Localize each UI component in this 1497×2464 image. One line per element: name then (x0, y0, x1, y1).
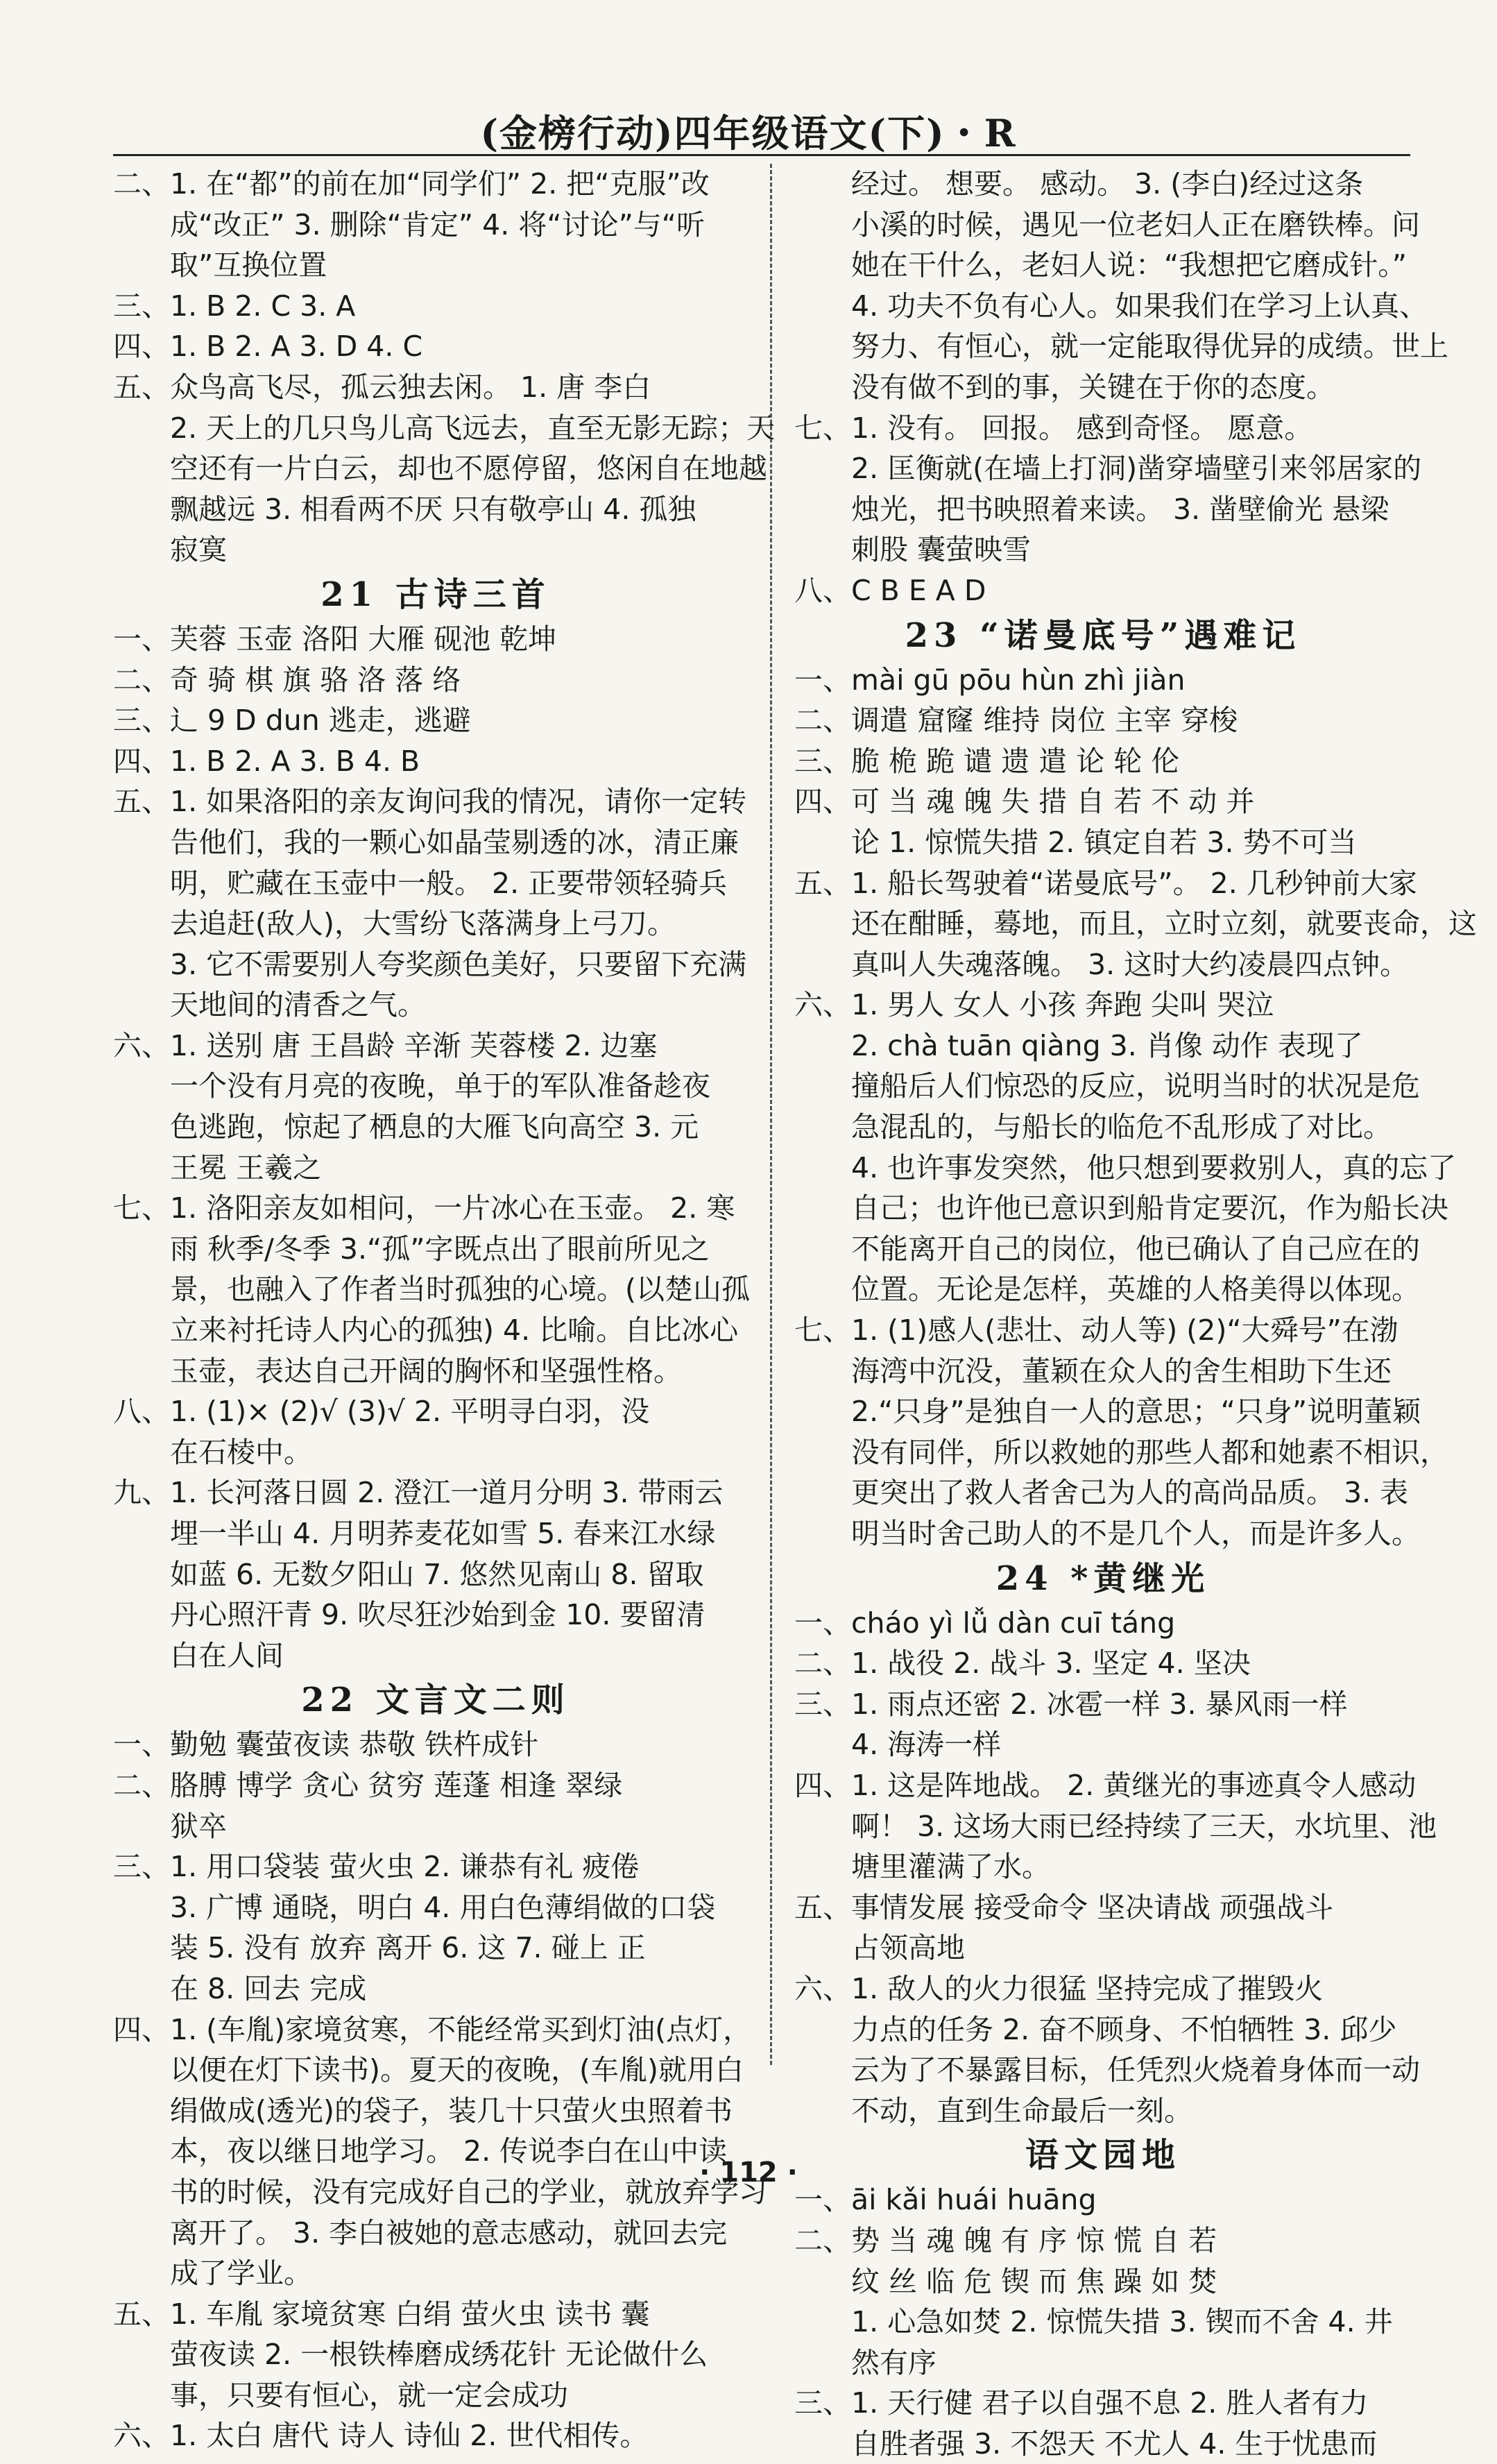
answer-line: 一、勤勉 囊萤夜读 恭敬 铁杵成针 (113, 1728, 539, 1762)
answer-line: 八、C B E A D (794, 573, 986, 607)
answer-line: 五、众鸟高飞尽，孤云独去闲。 1. 唐 李白 (113, 370, 651, 404)
answer-line: 自胜者强 3. 不怨天 不尤人 4. 生于忧患而 (851, 2427, 1378, 2461)
answer-line: 2. chà tuān qiàng 3. 肖像 动作 表现了 (851, 1028, 1363, 1062)
answer-line: 飘越远 3. 相看两不厌 只有敬亭山 4. 孤独 (170, 492, 696, 526)
answer-line: 三、1. 雨点还密 2. 冰雹一样 3. 暴风雨一样 (794, 1687, 1348, 1721)
answer-line: 绢做成(透光)的袋子，装几十只萤火虫照着书 (170, 2093, 733, 2127)
answer-line: 更突出了救人者舍己为人的高尚品质。 3. 表 (851, 1476, 1409, 1510)
answer-line: 自己；也许他已意识到船肯定要沉，作为船长决 (851, 1191, 1448, 1225)
answer-line: 3. 它不需要别人夸奖颜色美好，只要留下充满 (170, 947, 747, 981)
answer-line: 二、1. 在“都”的前在加“同学们” 2. 把“克服”改 (113, 167, 710, 201)
answer-line: 经过。 想要。 感动。 3. (李白)经过这条 (851, 167, 1364, 201)
answer-line: 六、1. 送别 唐 王昌龄 辛渐 芙蓉楼 2. 边塞 (113, 1028, 658, 1062)
answer-line: 二、调遣 窟窿 维持 岗位 主宰 穿梭 (794, 704, 1238, 738)
answer-line: 七、1. 没有。 回报。 感到奇怪。 愿意。 (794, 411, 1313, 445)
answer-line: 一个没有月亮的夜晚，单于的军队准备趁夜 (170, 1069, 710, 1103)
answer-line: 五、1. 船长驾驶着“诺曼底号”。 2. 几秒钟前大家 (794, 866, 1417, 900)
answer-line: 六、1. 敌人的火力很猛 坚持完成了摧毁火 (794, 1971, 1324, 2005)
answer-line: 天地间的清香之气。 (170, 988, 426, 1022)
answer-line: 立来衬托诗人内心的孤独) 4. 比喻。自比冰心 (170, 1314, 739, 1348)
answer-line: 撞船后人们惊恐的反应，说明当时的状况是危 (851, 1069, 1420, 1103)
answer-line: 景，也融入了作者当时孤独的心境。(以楚山孤 (170, 1273, 750, 1307)
answer-line: 没有做不到的事，关键在于你的态度。 (851, 370, 1335, 404)
answer-line: 王冕 王羲之 (170, 1150, 322, 1184)
column-divider (770, 164, 772, 2065)
answer-line: 一、mài gū pōu hùn zhì jiàn (794, 663, 1186, 697)
answer-line: 六、1. 男人 女人 小孩 奔跑 尖叫 哭泣 (794, 988, 1274, 1022)
right-column (794, 164, 1477, 2464)
answer-line: 论 1. 惊慌失措 2. 镇定自若 3. 势不可当 (851, 825, 1357, 859)
answer-line: 云为了不暴露目标，任凭烈火烧着身体而一动 (851, 2053, 1420, 2087)
answer-line: 一、āi kǎi huái huāng (794, 2183, 1097, 2217)
answer-line: 八、1. (1)× (2)√ (3)√ 2. 平明寻白羽，没 (113, 1395, 650, 1429)
answer-line: 三、辶 9 D dun 逃走，逃避 (113, 704, 471, 738)
answer-line: 事，只要有恒心，就一定会成功 (170, 2378, 568, 2412)
answer-line: 埋一半山 4. 月明荞麦花如雪 5. 春来江水绿 (170, 1517, 716, 1550)
answer-line: 不动，直到生命最后一刻。 (851, 2093, 1192, 2127)
answer-line: 七、1. (1)感人(悲壮、动人等) (2)“大舜号”在渤 (794, 1314, 1398, 1348)
answer-line: 丹心照汗青 9. 吹尽狂沙始到金 10. 要留清 (170, 1598, 705, 1632)
answer-line: 她在干什么，老妇人说：“我想把它磨成针。” (851, 248, 1407, 282)
answer-line: 五、1. 车胤 家境贫寒 白绢 萤火虫 读书 囊 (113, 2297, 650, 2331)
answer-line: 离开了。 3. 李白被她的意志感动，就回去完 (170, 2216, 728, 2250)
answer-line: 五、1. 如果洛阳的亲友询问我的情况，请你一定转 (113, 785, 747, 819)
answer-line: 四、1. B 2. A 3. D 4. C (113, 330, 423, 364)
answer-line: 寂寞 (170, 533, 227, 567)
answer-line: 没有同伴，所以救她的那些人都和她素不相识， (851, 1435, 1448, 1469)
answer-line: 四、可 当 魂 魄 失 措 自 若 不 动 并 (794, 785, 1255, 819)
answer-line: 占领高地 (851, 1931, 965, 1965)
answer-line: 成“改正” 3. 删除“肯定” 4. 将“讨论”与“听 (170, 207, 705, 241)
section-title: 22 文言文二则 (301, 1681, 570, 1720)
answer-line: 空还有一片白云，却也不愿停留，悠闲自在地越 (170, 452, 767, 486)
answer-line: 狱卒 (170, 1809, 227, 1843)
answer-line: 4. 功夫不负有心人。如果我们在学习上认真、 (851, 289, 1428, 323)
answer-line: 3. 广博 通晓，明白 4. 用白色薄绢做的口袋 (170, 1890, 716, 1924)
answer-line: 2.“只身”是独自一人的意思；“只身”说明董颖 (851, 1395, 1421, 1429)
answer-line: 告他们，我的一颗心如晶莹剔透的冰，清正廉 (170, 825, 739, 859)
answer-line: 明当时舍己助人的不是几个人，而是许多人。 (851, 1517, 1420, 1550)
page-number: · 112 · (699, 2157, 798, 2189)
answer-line: 取”互换位置 (170, 248, 327, 282)
answer-line: 三、脆 桅 跪 谴 遗 遣 论 轮 伦 (794, 744, 1180, 778)
answer-line: 玉壶，表达自己开阔的胸怀和坚强性格。 (170, 1354, 682, 1388)
answer-line: 装 5. 没有 放弃 离开 6. 这 7. 碰上 正 (170, 1931, 646, 1965)
answer-line: 四、1. B 2. A 3. B 4. B (113, 744, 420, 778)
answer-line: 2. 匡衡就(在墙上打洞)凿穿墙壁引来邻居家的 (851, 452, 1422, 486)
answer-line: 本，夜以继日地学习。 2. 传说李白在山中读 (170, 2134, 728, 2168)
section-title: 24 *黄继光 (995, 1558, 1211, 1598)
answer-line: 五、事情发展 接受命令 坚决请战 顽强战斗 (794, 1890, 1334, 1924)
answer-line: 二、1. 战役 2. 战斗 3. 坚定 4. 坚决 (794, 1647, 1251, 1681)
answer-line: 三、1. B 2. C 3. A (113, 289, 356, 323)
answer-line: 三、1. 天行健 君子以自强不息 2. 胜人者有力 (794, 2386, 1369, 2420)
answer-line: 海湾中沉没，董颖在众人的舍生相助下生还 (851, 1354, 1392, 1388)
section-title: 21 古诗三首 (320, 575, 551, 614)
left-column (113, 164, 776, 2456)
answer-line: 四、1. (车胤)家境贫寒，不能经常买到灯油(点灯， (113, 2012, 752, 2046)
section-title: 23 “诺曼底号”遇难记 (905, 615, 1301, 655)
answer-line: 一、芙蓉 玉壶 洛阳 大雁 砚池 乾坤 (113, 622, 557, 656)
answer-line: 二、胳膊 博学 贪心 贫穷 莲蓬 相逢 翠绿 (113, 1768, 623, 1802)
answer-line: 色逃跑，惊起了栖息的大雁飞向高空 3. 元 (170, 1110, 699, 1144)
answer-line: 4. 海涛一样 (851, 1728, 1002, 1762)
answer-line: 小溪的时候，遇见一位老妇人正在磨铁棒。问 (851, 207, 1420, 241)
answer-line: 四、1. 这是阵地战。 2. 黄继光的事迹真令人感动 (794, 1768, 1417, 1802)
answer-line: 白在人间 (170, 1638, 284, 1672)
answer-line: 雨 秋季/冬季 3.“孤”字既点出了眼前所见之 (170, 1232, 710, 1266)
answer-line: 塘里灌满了水。 (851, 1850, 1050, 1884)
answer-line: 真叫人失魂落魄。 3. 这时大约凌晨四点钟。 (851, 947, 1409, 981)
answer-line: 2. 天上的几只鸟儿高飞远去，直至无影无踪；天 (170, 411, 776, 445)
answer-line: 成了学业。 (170, 2257, 312, 2291)
answer-line: 还在酣睡，蓦地，而且，立时立刻，就要丧命，这 (851, 907, 1477, 941)
header-rule (113, 154, 1410, 156)
page-header: (金榜行动)四年级语文(下)・R (480, 111, 1017, 155)
answer-line: 力点的任务 2. 奋不顾身、不怕牺牲 3. 邱少 (851, 2012, 1397, 2046)
answer-line: 九、1. 长河落日圆 2. 澄江一道月分明 3. 带雨云 (113, 1476, 724, 1510)
answer-line: 七、1. 洛阳亲友如相问，一片冰心在玉壶。 2. 寒 (113, 1191, 735, 1225)
answer-line: 如蓝 6. 无数夕阳山 7. 悠然见南山 8. 留取 (170, 1557, 704, 1591)
answer-line: 啊！ 3. 这场大雨已经持续了三天，水坑里、池 (851, 1809, 1437, 1843)
answer-line: 位置。无论是怎样，英雄的人格美得以体现。 (851, 1273, 1420, 1307)
answer-line: 二、奇 骑 棋 旗 骆 洛 落 络 (113, 663, 461, 697)
answer-line: 纹 丝 临 危 锲 而 焦 躁 如 焚 (851, 2264, 1217, 2298)
answer-line: 去追赶(敌人)，大雪纷飞落满身上弓刀。 (170, 907, 676, 941)
answer-line: 萤夜读 2. 一根铁棒磨成绣花针 无论做什么 (170, 2338, 708, 2372)
answer-line: 不能离开自己的岗位，他已确认了自己应在的 (851, 1232, 1420, 1266)
answer-line: 以便在灯下读书)。夏天的夜晚，(车胤)就用白 (170, 2053, 744, 2087)
answer-line: 书的时候，没有完成好自己的学业，就放弃学习 (170, 2175, 767, 2209)
answer-line: 在石棱中。 (170, 1435, 312, 1469)
answer-line: 在 8. 回去 完成 (170, 1971, 367, 2005)
answer-line: 急混乱的，与船长的临危不乱形成了对比。 (851, 1110, 1392, 1144)
answer-line: 努力、有恒心，就一定能取得优异的成绩。世上 (851, 330, 1448, 364)
answer-line: 然有序 (851, 2345, 936, 2379)
answer-line: 4. 也许事发突然，他只想到要救别人，真的忘了 (851, 1150, 1457, 1184)
answer-line: 三、1. 用口袋装 萤火虫 2. 谦恭有礼 疲倦 (113, 1850, 640, 1884)
answer-line: 明，贮藏在玉壶中一般。 2. 正要带领轻骑兵 (170, 866, 728, 900)
answer-line: 二、势 当 魂 魄 有 序 惊 慌 自 若 (794, 2223, 1217, 2257)
answer-line: 六、1. 太白 唐代 诗人 诗仙 2. 世代相传。 (113, 2419, 649, 2453)
answer-line: 烛光，把书映照着来读。 3. 凿壁偷光 悬梁 (851, 492, 1389, 526)
answer-line: 1. 心急如焚 2. 惊慌失措 3. 锲而不舍 4. 井 (851, 2305, 1393, 2339)
section-title: 语文园地 (1025, 2136, 1181, 2175)
answer-line: 一、cháo yì lǚ dàn cuī táng (794, 1606, 1176, 1640)
answer-line: 刺股 囊萤映雪 (851, 533, 1032, 567)
